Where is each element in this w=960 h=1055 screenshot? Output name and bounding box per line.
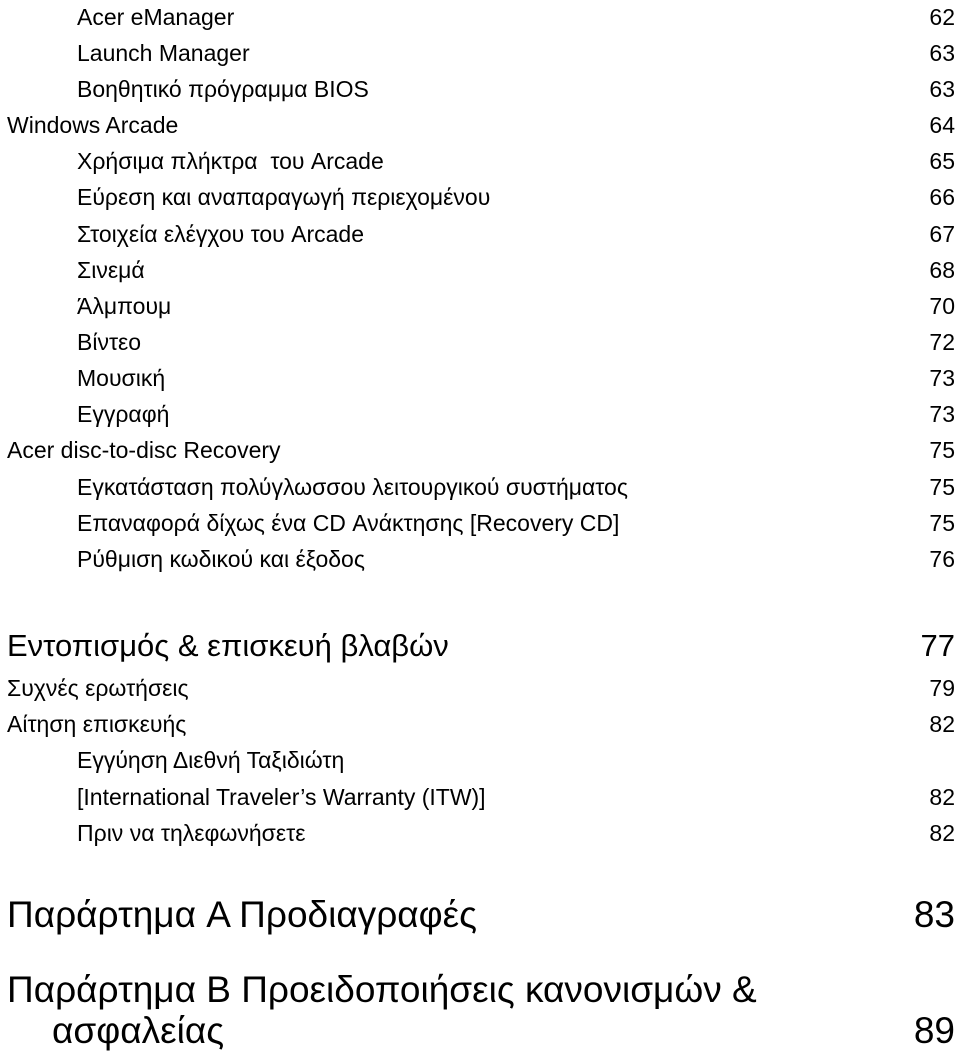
- toc-appendix-page: 89: [913, 1010, 955, 1051]
- toc-appendix[interactable]: [0, 896, 955, 936]
- toc-appendix-label: Παράρτημα A Προδιαγραφές: [7, 894, 477, 935]
- toc-entry-label: Βοηθητικό πρόγραμμα BIOS: [77, 76, 369, 102]
- toc-entry-page: 82: [929, 711, 955, 737]
- toc-entry-label: Συχνές ερωτήσεις: [7, 675, 189, 701]
- toc-entry[interactable]: [0, 476, 955, 502]
- toc-entry-label: [International Traveler’s Warranty (ITW)]: [77, 784, 486, 810]
- toc-entry-page: 68: [929, 257, 955, 283]
- toc-entry-label: Windows Arcade: [7, 112, 179, 138]
- toc-entry[interactable]: [0, 114, 955, 140]
- toc-appendix[interactable]: [0, 971, 955, 1011]
- toc-entry-label: Εγκατάσταση πολύγλωσσου λειτουργικού συστήματος: [77, 474, 628, 500]
- toc-chapter-label: Εντοπισμός & επισκευή βλαβών: [7, 628, 449, 663]
- toc-entry-page: 72: [929, 329, 955, 355]
- toc-entry-label: Σινεμά: [77, 257, 145, 283]
- toc-entry[interactable]: [0, 439, 955, 465]
- toc-appendix-continuation[interactable]: [0, 1012, 955, 1052]
- toc-entry[interactable]: [0, 822, 955, 848]
- toc-entry-label: Χρήσιμα πλήκτρα του Arcade: [77, 148, 384, 174]
- toc-entry-label: Ρύθμιση κωδικού και έξοδος: [77, 546, 365, 572]
- toc-entry-page: 66: [929, 184, 955, 210]
- toc-entry[interactable]: [0, 259, 955, 285]
- toc-entry[interactable]: [0, 6, 955, 32]
- toc-entry-page: 63: [929, 76, 955, 102]
- toc-entry-label: Άλμπουμ: [77, 293, 172, 319]
- toc-entry-page: 65: [929, 148, 955, 174]
- toc-appendix-page: 83: [913, 894, 955, 935]
- toc-chapter[interactable]: [0, 630, 955, 664]
- toc-entry[interactable]: [0, 512, 955, 538]
- toc-chapter-page: 77: [920, 628, 955, 663]
- toc-entry-page: 76: [929, 546, 955, 572]
- toc-entry-page: 62: [929, 4, 955, 30]
- toc-entry[interactable]: [0, 367, 955, 393]
- toc-entry[interactable]: [0, 78, 955, 104]
- toc-entry-label: Αίτηση επισκευής: [7, 711, 187, 737]
- toc-entry-label: Πριν να τηλεφωνήσετε: [77, 820, 306, 846]
- toc-entry-label: Επαναφορά δίχως ένα CD Ανάκτησης [Recovery CD]: [77, 510, 620, 536]
- toc-entry-label: Στοιχεία ελέγχου του Arcade: [77, 221, 365, 247]
- toc-appendix-label: Παράρτημα B Προειδοποιήσεις κανονισμών &: [7, 969, 757, 1010]
- toc-entry[interactable]: [0, 403, 955, 429]
- toc-entry-page: 75: [929, 437, 955, 463]
- toc-entry[interactable]: [0, 677, 955, 703]
- toc-entry-page: 73: [929, 365, 955, 391]
- toc-entry[interactable]: [0, 150, 955, 176]
- toc-entry[interactable]: [0, 223, 955, 249]
- toc-entry-label: Acer disc-to-disc Recovery: [7, 437, 281, 463]
- toc-entry-page: 75: [929, 474, 955, 500]
- toc-entry-page: 63: [929, 40, 955, 66]
- toc-entry-page: 82: [929, 820, 955, 846]
- toc-entry-label: Acer eManager: [77, 4, 235, 30]
- toc-entry-label: Μουσική: [77, 365, 166, 391]
- toc-entry[interactable]: [0, 42, 955, 68]
- toc-entry-page: 64: [929, 112, 955, 138]
- toc-entry-label: Εγγραφή: [77, 401, 170, 427]
- toc-appendix-label: ασφαλείας: [52, 1010, 225, 1051]
- toc-entry-page: 73: [929, 401, 955, 427]
- toc-entry-label: Βίντεο: [77, 329, 142, 355]
- toc-entry[interactable]: [0, 186, 955, 212]
- toc-entry-page: 82: [929, 784, 955, 810]
- toc-entry-page: 75: [929, 510, 955, 536]
- toc-entry-label: Εύρεση και αναπαραγωγή περιεχομένου: [77, 184, 491, 210]
- toc-entry[interactable]: [0, 786, 955, 812]
- toc-entry[interactable]: [0, 331, 955, 357]
- toc-entry-page: 70: [929, 293, 955, 319]
- toc-entry-page: 67: [929, 221, 955, 247]
- toc-entry[interactable]: [0, 713, 955, 739]
- toc-entry-label: Εγγύηση Διεθνή Ταξιδιώτη: [77, 747, 345, 773]
- toc-entry-label: Launch Manager: [77, 40, 250, 66]
- toc-entry[interactable]: [0, 295, 955, 321]
- toc-entry-page: 79: [929, 675, 955, 701]
- toc-entry[interactable]: [0, 749, 955, 775]
- toc-entry[interactable]: [0, 548, 955, 574]
